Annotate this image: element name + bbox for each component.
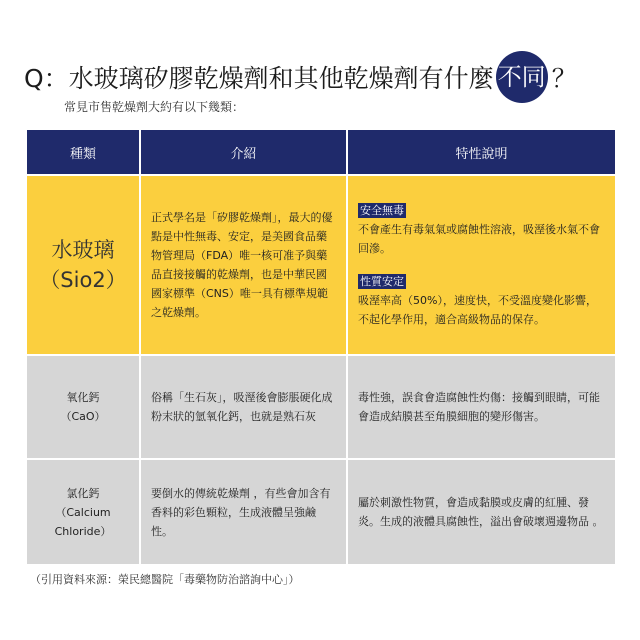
header-type: 種類 [26,129,140,175]
feature-tag: 性質安定 [360,275,404,288]
title-highlight: 不同 [496,51,548,103]
feature-tag: 安全無毒 [360,204,404,217]
table-header-row [26,129,616,175]
header-features: 特性說明 [347,129,616,175]
row-name: 氯化鈣 [66,486,100,500]
row-name-cell [26,459,140,565]
table-row [26,355,616,459]
row-formula: （Sio2） [39,268,127,292]
row-name-cell [26,175,140,355]
row-name: 氧化鈣 [66,391,100,404]
row-formula: （CaO） [60,410,106,423]
feature-text: 吸溼率高（50%），速度快，不受溫度變化影響，不起化學作用，適合高級物品的保存。 [358,294,597,326]
header-intro: 介紹 [140,129,347,175]
row-name: 水玻璃 [51,238,115,262]
row-features: 屬於刺激性物質，會造成黏膜或皮膚的紅腫、發炎。生成的液體具腐蝕性，溢出會破壞週邊物品 。 [347,459,616,565]
table-row [26,175,616,355]
row-formula: （Calcium Chloride） [54,505,112,538]
desiccant-table [25,128,617,566]
feature-text: 不會產生有毒氣氣或腐蝕性溶液，吸溼後水氣不會回滲。 [358,223,600,255]
row-name-cell [26,355,140,459]
row-features-cell [347,175,616,355]
title-prefix: Q：水玻璃矽膠乾燥劑和其他乾燥劑有什麼 [24,64,494,93]
row-intro: 正式學名是「矽膠乾燥劑」，最大的優點是中性無毒、安定，是美國食品藥物管理局（FDA）唯一核可准予與藥品直接接觸的乾燥劑，也是中華民國國家標準（CNS）唯一具有標準規範之乾燥劑。 [140,175,347,355]
title-suffix: ？ [551,64,577,93]
row-intro: 俗稱「生石灰」，吸溼後會膨脹硬化成粉末狀的氫氧化鈣，也就是熟石灰 [140,355,347,459]
row-features: 毒性強，誤食會造腐蝕性灼傷：接觸到眼睛，可能會造成結膜甚至角膜細胞的變形傷害。 [347,355,616,459]
page-title [24,52,577,102]
table-row [26,459,616,565]
subtitle: 常見市售乾燥劑大約有以下幾類： [64,100,245,114]
source-note: （引用資料來源：榮民總醫院「毒藥物防治諮詢中心」） [30,573,300,586]
row-intro: 要倒水的傳統乾燥劑 ，有些會加含有香料的彩色顆粒，生成液體呈強鹼性。 [140,459,347,565]
